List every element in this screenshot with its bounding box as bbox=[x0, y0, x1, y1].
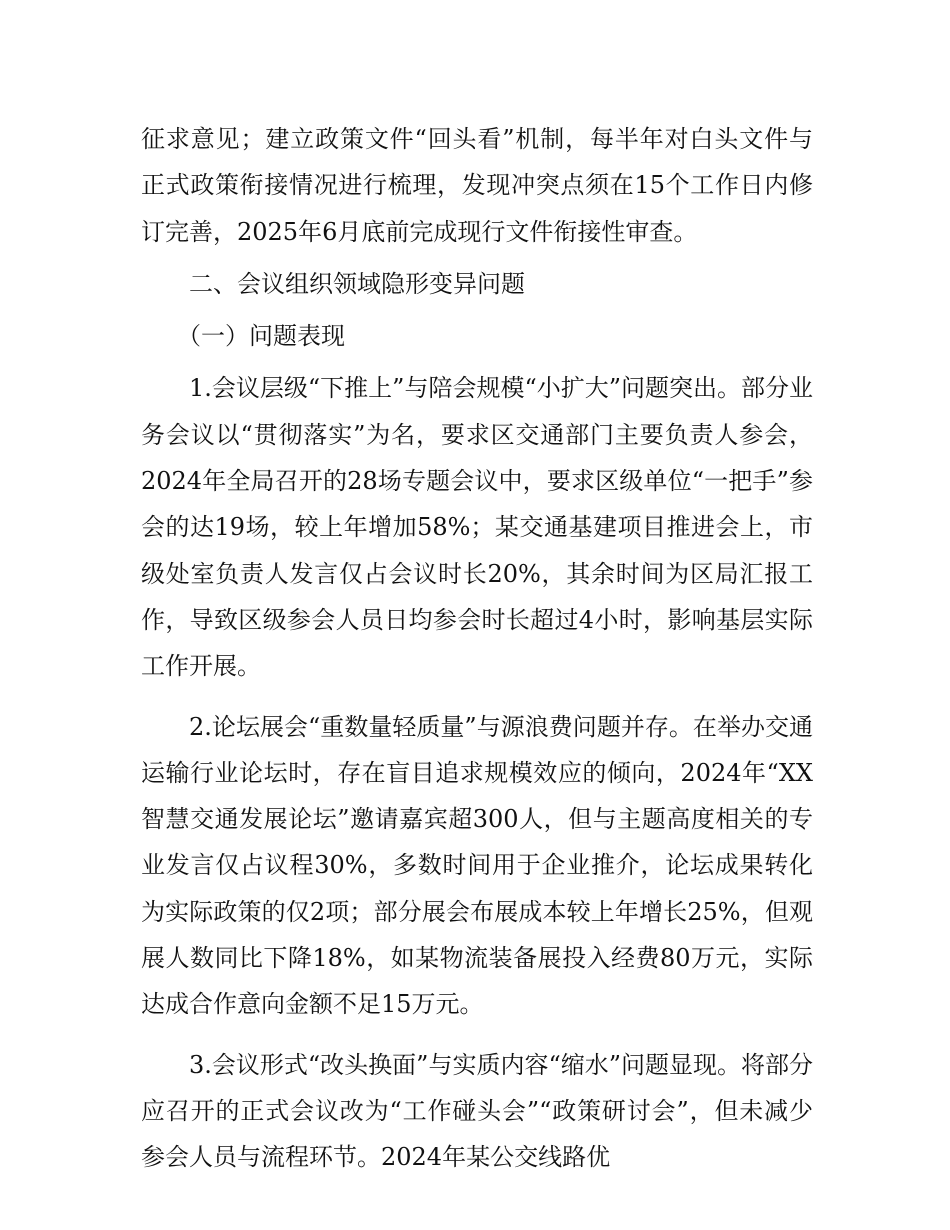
paragraph-item-1: 1.会议层级“下推上”与陪会规模“小扩大”问题突出。部分业务会议以“贯彻落实”为名，要求区交通部门主要负责人参会，2024年全局召开的28场专题会议中，要求区级单位“一把手”参会的达19场，较上年增加58%；某交通基建项目推进会上，市级处室负责人发言仅占会议时长20%，其余时间为区局汇报工作，导致区级参会人员日均参会时长超过4小时，影响基层实际工作开展。 bbox=[141, 374, 813, 681]
subsection-heading: （一）问题表现 bbox=[177, 322, 345, 351]
section-heading: 二、会议组织领域隐形变异问题 bbox=[189, 269, 525, 298]
paragraph-item-3: 3.会议形式“改头换面”与实质内容“缩水”问题显现。将部分应召开的正式会议改为“工作碰头会”“政策研讨会”，但未减少参会人员与流程环节。2024年某公交线路优 bbox=[141, 1050, 813, 1172]
paragraph-continuation: 征求意见；建立政策文件“回头看”机制，每半年对白头文件与正式政策衔接情况进行梳理，发现冲突点须在15个工作日内修订完善，2025年6月底前完成现行文件衔接性审查。 bbox=[141, 125, 813, 246]
paragraph-item-2: 2.论坛展会“重数量轻质量”与源浪费问题并存。在举办交通运输行业论坛时，存在盲目追求规模效应的倾向，2024年“XX智慧交通发展论坛”邀请嘉宾超300人，但与主题高度相关的专业发言仅占议程30%，多数时间用于企业推介，论坛成果转化为实际政策的仅2项；部分展会布展成本较上年增长25%，但观展人数同比下降18%，如某物流装备展投入经费80万元，实际达成合作意向金额不足15万元。 bbox=[141, 712, 813, 1019]
document-body bbox=[141, 116, 813, 1181]
